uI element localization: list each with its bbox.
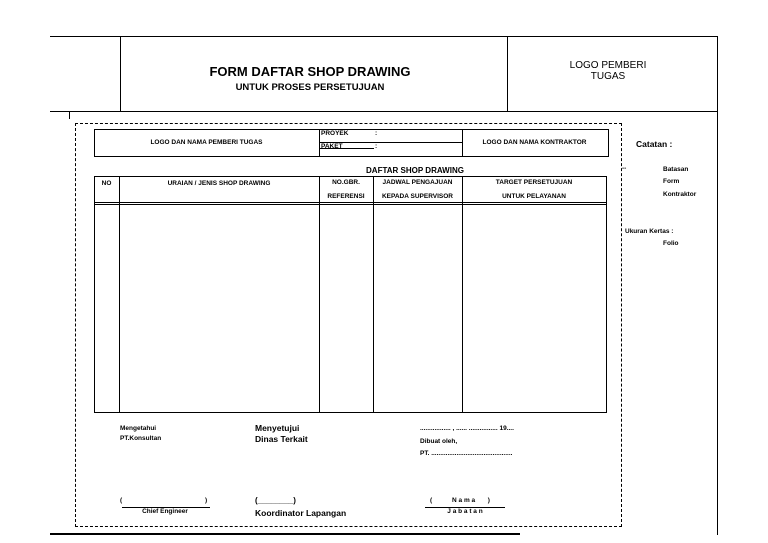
col-no: NO	[101, 180, 112, 187]
ukuran-kertas-label: Ukuran Kertas :	[625, 228, 674, 235]
contractor-logo-label: LOGO DAN NAMA KONTRAKTOR	[482, 139, 587, 146]
paket-label: PAKET	[321, 143, 343, 150]
dibuat-label: Dibuat oleh,	[420, 438, 458, 445]
proyek-separator: :	[375, 130, 378, 137]
col-target-line2: UNTUK PELAYANAN	[502, 193, 566, 200]
nama-label: ( N a m a )	[430, 497, 490, 504]
menyetujui-label: Menyetujui	[255, 423, 300, 433]
col-nogbr-line2: REFERENSI	[327, 193, 365, 200]
col-jadwal-line1: JADWAL PENGAJUAN	[382, 179, 453, 186]
paket-separator: :	[375, 143, 378, 150]
pt-konsultan-label: PT.Konsultan	[120, 435, 162, 442]
table-title: DAFTAR SHOP DRAWING	[366, 166, 464, 175]
owner-logo-label: LOGO DAN NAMA PEMBERI TUGAS	[150, 139, 263, 146]
col-nogbr-line1: NO.GBR.	[332, 179, 360, 186]
form-title: FORM DAFTAR SHOP DRAWING	[209, 64, 411, 79]
dinas-label: Dinas Terkait	[255, 434, 308, 444]
catatan-label: Catatan :	[636, 139, 673, 149]
header-logo-line2: TUGAS	[590, 71, 626, 82]
date-line: ................. , ...... ................ 19....	[420, 425, 514, 432]
proyek-label: PROYEK	[321, 130, 349, 137]
batasan-line1: Batasan	[663, 166, 689, 173]
batasan-line2: Form	[663, 178, 680, 185]
col-jadwal-line2: KEPADA SUPERVISOR	[381, 193, 454, 200]
jabatan-label: J a b a t a n	[447, 508, 483, 515]
chief-engineer-label: Chief Engineer	[142, 508, 188, 515]
header-logo-line1: LOGO PEMBERI	[569, 60, 647, 71]
chief-open-paren: (	[120, 497, 123, 504]
folio-label: Folio	[663, 240, 679, 247]
koordinator-label: Koordinator Lapangan	[255, 508, 347, 518]
col-uraian: URAIAN / JENIS SHOP DRAWING	[167, 180, 271, 187]
chief-close-paren: )	[205, 497, 208, 504]
form-subtitle: UNTUK PROSES PERSETUJUAN	[235, 82, 385, 93]
batasan-line3: Kontraktor	[663, 191, 697, 198]
pt-line: PT. .............................................	[420, 450, 513, 457]
dash-marker: --	[622, 165, 627, 172]
col-target-line1: TARGET PERSETUJUAN	[495, 179, 573, 186]
koordinator-signature-line: (________)	[255, 496, 296, 505]
mengetahui-label: Mengetahui	[120, 425, 157, 432]
